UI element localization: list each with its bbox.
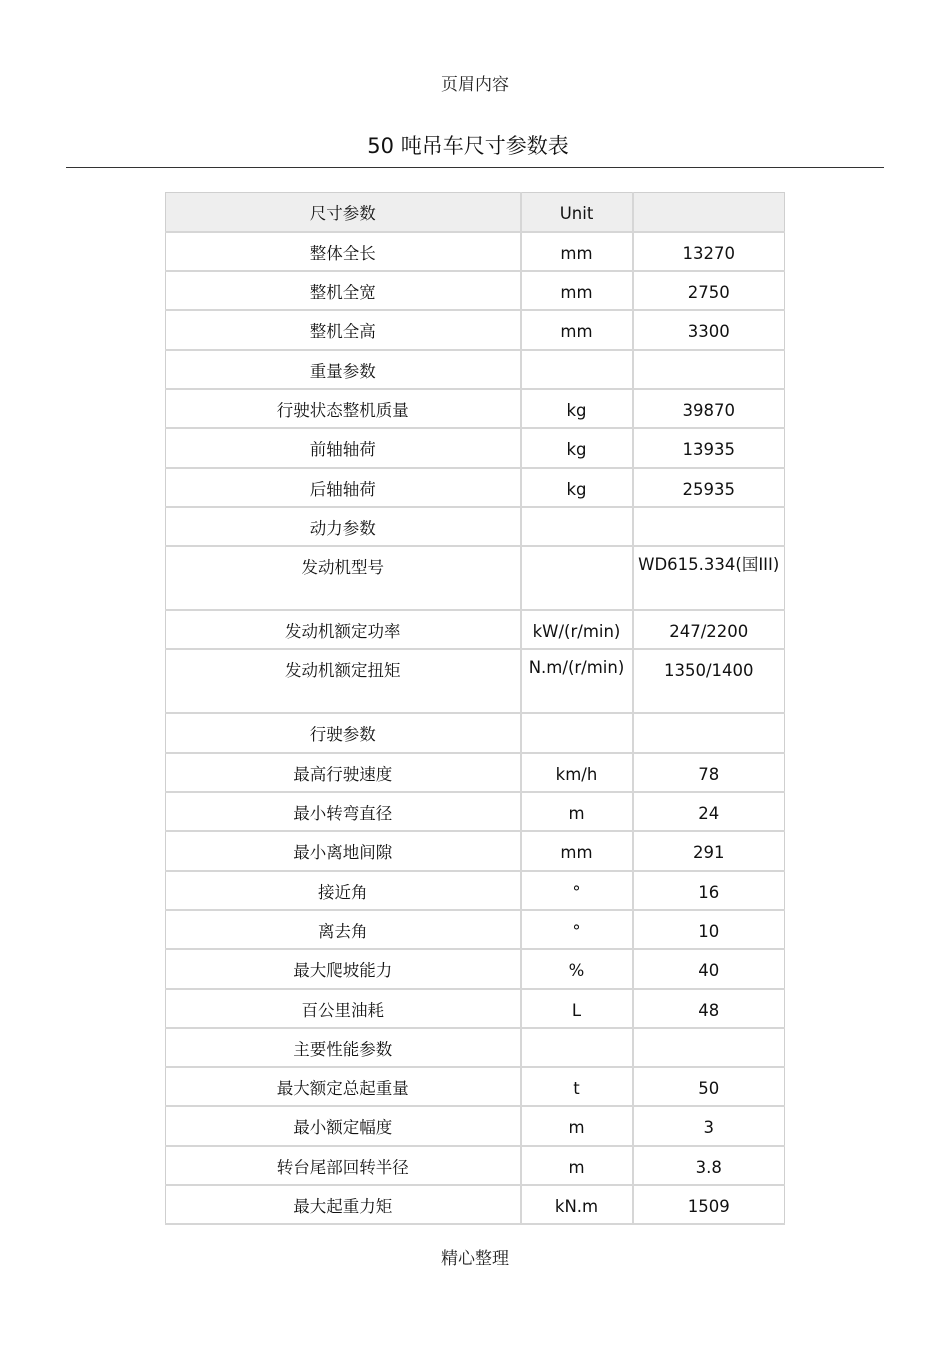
table-row	[166, 792, 785, 831]
value-cell	[633, 1028, 785, 1067]
unit-cell	[521, 350, 633, 389]
unit-cell: km/h	[521, 753, 633, 792]
unit-cell: t	[521, 1067, 633, 1106]
unit-cell	[521, 507, 633, 546]
value-cell: 3	[633, 1106, 785, 1145]
param-cell: 接近角	[166, 871, 521, 910]
unit-cell	[521, 713, 633, 752]
value-cell: 247/2200	[633, 610, 785, 649]
unit-cell: mm	[521, 310, 633, 349]
table-row	[166, 1146, 785, 1185]
header-value	[633, 193, 785, 232]
value-cell	[633, 507, 785, 546]
table-row	[166, 428, 785, 467]
param-cell: 整机全高	[166, 310, 521, 349]
value-cell: 3300	[633, 310, 785, 349]
table-row	[166, 468, 785, 507]
value-cell: 16	[633, 871, 785, 910]
section-cell: 主要性能参数	[166, 1028, 521, 1067]
unit-cell: kg	[521, 468, 633, 507]
section-cell: 重量参数	[166, 350, 521, 389]
param-cell: 最大爬坡能力	[166, 949, 521, 988]
table-row	[166, 1067, 785, 1106]
page-header: 页眉内容	[441, 75, 509, 95]
param-cell: 离去角	[166, 910, 521, 949]
param-cell: 百公里油耗	[166, 989, 521, 1028]
section-cell: 动力参数	[166, 507, 521, 546]
table-row	[166, 831, 785, 870]
table-section-row	[166, 350, 785, 389]
table-row	[166, 546, 785, 610]
unit-cell: mm	[521, 831, 633, 870]
value-cell: 1509	[633, 1185, 785, 1224]
table-section-row	[166, 507, 785, 546]
value-cell: 13935	[633, 428, 785, 467]
table-row	[166, 871, 785, 910]
unit-cell	[521, 546, 633, 610]
param-cell: 发动机型号	[166, 546, 521, 610]
value-cell: 291	[633, 831, 785, 870]
param-cell: 最小额定幅度	[166, 1106, 521, 1145]
table-row	[166, 389, 785, 428]
param-cell: 最高行驶速度	[166, 753, 521, 792]
param-cell: 前轴轴荷	[166, 428, 521, 467]
unit-cell: kW/(r/min)	[521, 610, 633, 649]
value-cell: 1350/1400	[633, 649, 785, 713]
table-row	[166, 910, 785, 949]
value-cell: 2750	[633, 271, 785, 310]
value-cell	[633, 350, 785, 389]
table-row	[166, 1106, 785, 1145]
table-row	[166, 753, 785, 792]
unit-cell: m	[521, 1106, 633, 1145]
param-cell: 转台尾部回转半径	[166, 1146, 521, 1185]
crane-spec-table	[165, 192, 785, 1225]
value-cell: 25935	[633, 468, 785, 507]
param-cell: 整机全宽	[166, 271, 521, 310]
unit-cell: °	[521, 910, 633, 949]
value-cell: 40	[633, 949, 785, 988]
param-cell: 整体全长	[166, 232, 521, 271]
table-section-row	[166, 1028, 785, 1067]
param-cell: 最小转弯直径	[166, 792, 521, 831]
param-cell: 发动机额定扭矩	[166, 649, 521, 713]
unit-cell: kN.m	[521, 1185, 633, 1224]
value-cell: 24	[633, 792, 785, 831]
header-unit: Unit	[521, 193, 633, 232]
unit-cell: mm	[521, 271, 633, 310]
unit-cell: m	[521, 1146, 633, 1185]
table-row	[166, 989, 785, 1028]
unit-cell	[521, 1028, 633, 1067]
table-row	[166, 949, 785, 988]
value-cell: 3.8	[633, 1146, 785, 1185]
unit-cell: mm	[521, 232, 633, 271]
param-cell: 最大起重力矩	[166, 1185, 521, 1224]
value-cell: 10	[633, 910, 785, 949]
value-cell: 39870	[633, 389, 785, 428]
unit-cell: L	[521, 989, 633, 1028]
unit-cell: m	[521, 792, 633, 831]
param-cell: 最小离地间隙	[166, 831, 521, 870]
param-cell: 发动机额定功率	[166, 610, 521, 649]
header-param: 尺寸参数	[166, 193, 521, 232]
table-row	[166, 649, 785, 713]
value-cell: 50	[633, 1067, 785, 1106]
table-row	[166, 310, 785, 349]
value-cell: WD615.334(国III)	[633, 546, 785, 610]
value-cell: 48	[633, 989, 785, 1028]
param-cell: 最大额定总起重量	[166, 1067, 521, 1106]
table-row	[166, 271, 785, 310]
document-title: 50 吨吊车尺寸参数表	[367, 134, 569, 158]
unit-cell: %	[521, 949, 633, 988]
unit-cell: °	[521, 871, 633, 910]
title-divider	[66, 167, 884, 168]
unit-cell: kg	[521, 389, 633, 428]
value-cell	[633, 713, 785, 752]
param-cell: 后轴轴荷	[166, 468, 521, 507]
table-row	[166, 232, 785, 271]
unit-cell: kg	[521, 428, 633, 467]
table-row	[166, 610, 785, 649]
table-row	[166, 1185, 785, 1224]
param-cell: 行驶状态整机质量	[166, 389, 521, 428]
table-section-row	[166, 713, 785, 752]
table-header-row	[166, 193, 785, 232]
value-cell: 78	[633, 753, 785, 792]
page-footer: 精心整理	[441, 1249, 509, 1269]
section-cell: 行驶参数	[166, 713, 521, 752]
unit-cell: N.m/(r/min)	[521, 649, 633, 713]
value-cell: 13270	[633, 232, 785, 271]
